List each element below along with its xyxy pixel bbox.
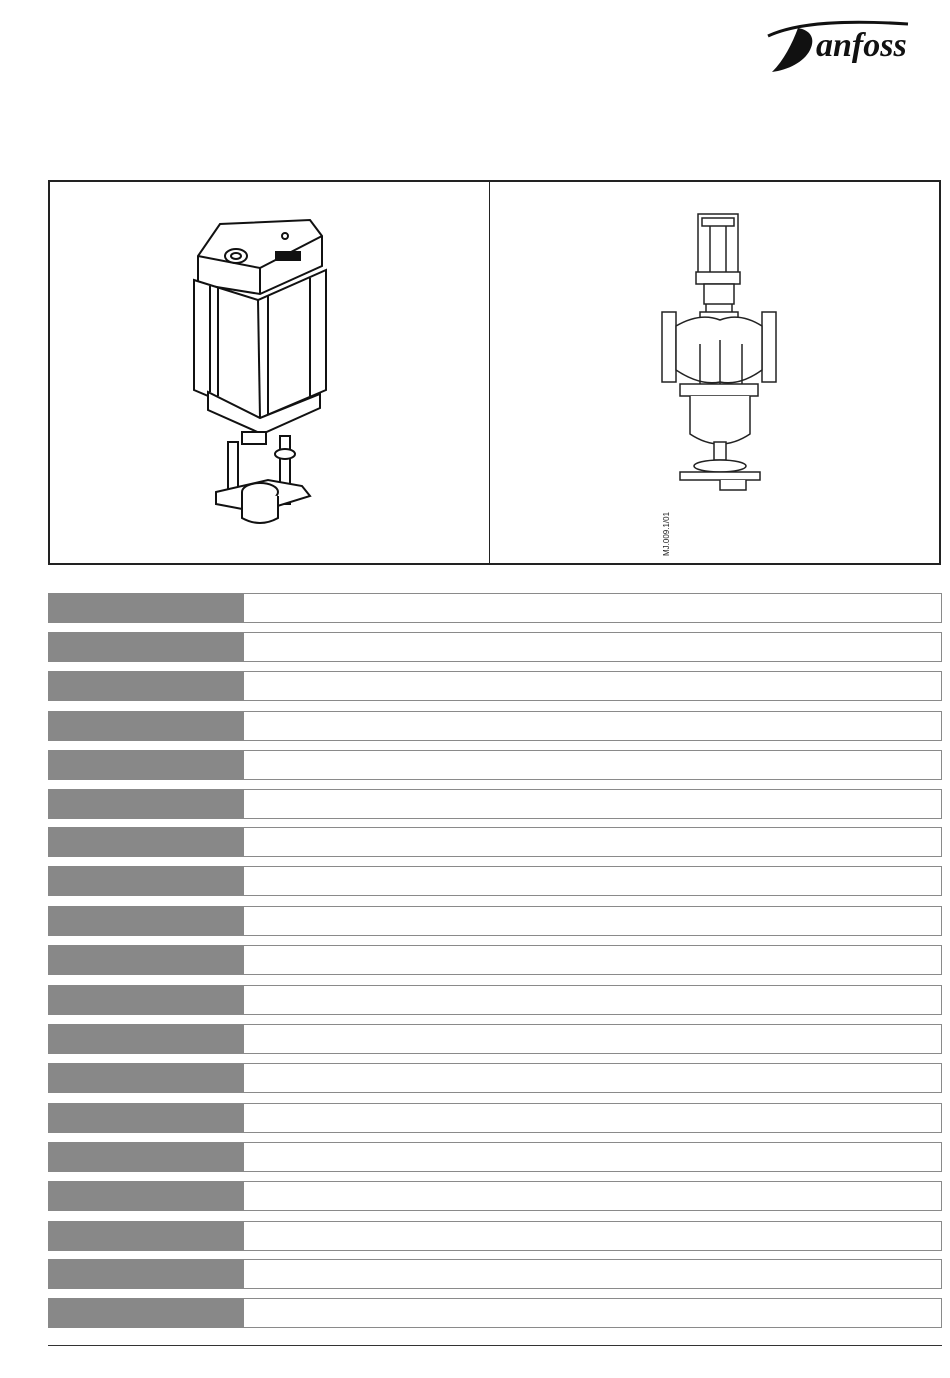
spec-row-label	[48, 789, 244, 819]
spec-row-value	[244, 789, 942, 819]
spec-row-value	[244, 711, 942, 741]
valve-drawing-icon	[610, 204, 830, 500]
spec-row	[48, 827, 942, 857]
spec-row-value	[244, 671, 942, 701]
spec-row-value	[244, 750, 942, 780]
spec-row	[48, 1063, 942, 1093]
spec-row	[48, 985, 942, 1015]
spec-row	[48, 1259, 942, 1289]
spec-row-value	[244, 945, 942, 975]
spec-row-label	[48, 1221, 244, 1251]
spec-row	[48, 945, 942, 975]
spec-row-label	[48, 750, 244, 780]
spec-row-label	[48, 711, 244, 741]
spec-row	[48, 1142, 942, 1172]
spec-row-label	[48, 1298, 244, 1328]
spec-row-label	[48, 866, 244, 896]
spec-row	[48, 1024, 942, 1054]
spec-row-value	[244, 593, 942, 623]
spec-row-label	[48, 945, 244, 975]
figure-divider	[489, 180, 490, 565]
spec-row-value	[244, 1142, 942, 1172]
spec-row-value	[244, 1259, 942, 1289]
spec-row-label	[48, 1181, 244, 1211]
spec-row-value	[244, 985, 942, 1015]
actuator-illustration-icon	[150, 196, 410, 526]
spec-row-value	[244, 1103, 942, 1133]
spec-row-label	[48, 1259, 244, 1289]
spec-row	[48, 1181, 942, 1211]
spec-row	[48, 906, 942, 936]
figure-code: MJ.009.1/01	[662, 511, 671, 556]
spec-row-label	[48, 985, 244, 1015]
spec-row-label	[48, 1024, 244, 1054]
spec-row	[48, 1298, 942, 1328]
spec-row-value	[244, 866, 942, 896]
danfoss-logo-mark	[758, 14, 942, 80]
bottom-rule	[48, 1345, 942, 1346]
spec-row-label	[48, 671, 244, 701]
spec-row-label	[48, 1063, 244, 1093]
spec-row-label	[48, 827, 244, 857]
spec-row-value	[244, 1063, 942, 1093]
spec-row	[48, 593, 942, 623]
danfoss-logo	[758, 14, 942, 80]
logo-wordmark: anfoss	[816, 27, 907, 64]
spec-row-value	[244, 1024, 942, 1054]
spec-row	[48, 866, 942, 896]
spec-row-label	[48, 1142, 244, 1172]
spec-row	[48, 671, 942, 701]
spec-row-value	[244, 1181, 942, 1211]
spec-row-value	[244, 906, 942, 936]
spec-row-label	[48, 906, 244, 936]
spec-row	[48, 632, 942, 662]
spec-row-value	[244, 632, 942, 662]
spec-row-label	[48, 1103, 244, 1133]
spec-row-value	[244, 827, 942, 857]
spec-row-value	[244, 1298, 942, 1328]
spec-row-label	[48, 632, 244, 662]
spec-row	[48, 1221, 942, 1251]
spec-row	[48, 711, 942, 741]
spec-row	[48, 1103, 942, 1133]
spec-row-value	[244, 1221, 942, 1251]
spec-row	[48, 789, 942, 819]
spec-row-label	[48, 593, 244, 623]
spec-row	[48, 750, 942, 780]
